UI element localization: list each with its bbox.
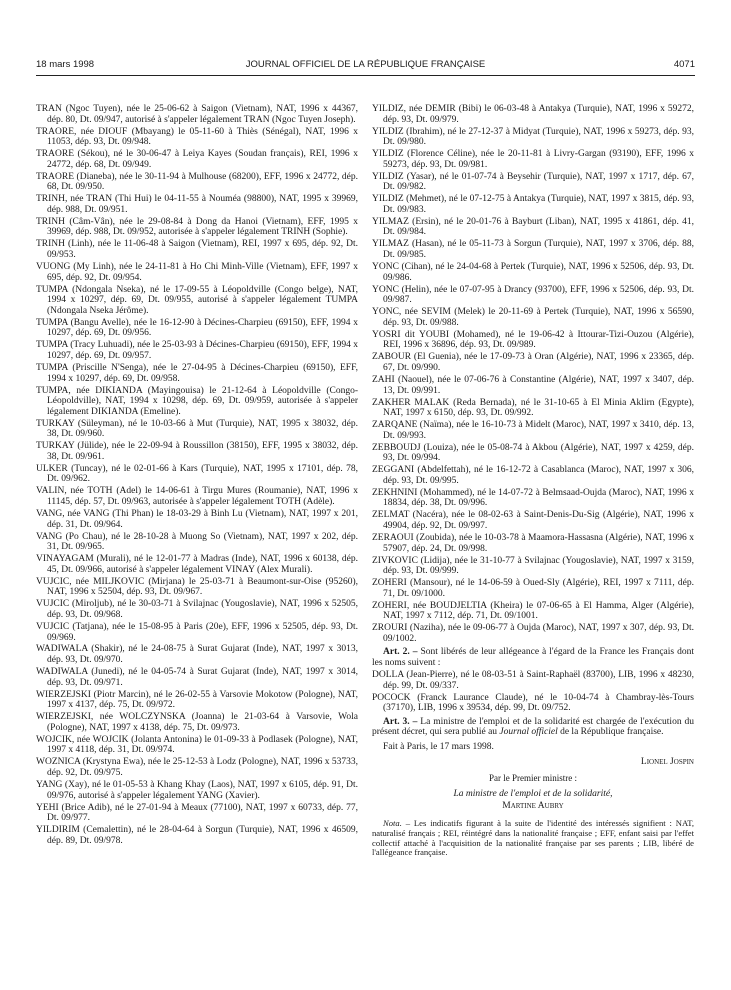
decree-entry: TUMPA (Tracy Luhuadi), née le 25-03-93 à Décines-Charpieu (69150), EFF, 1994 x 10297, dép. 69, Dt. 09/957.	[36, 340, 359, 361]
decree-entry: TRAORE (Dianeba), née le 30-11-94 à Mulhouse (68200), EFF, 1996 x 24772, dép. 68, Dt. 09/950.	[36, 171, 358, 193]
right-column	[372, 104, 694, 859]
decree-entry: YONC (Helin), née le 07-07-95 à Drancy (93700), EFF, 1996 x 52506, dép. 93, Dt. 09/987.	[372, 284, 694, 306]
article-3-label: Art. 3. –	[383, 716, 418, 727]
decree-entry: ZEKHNINI (Mohammed), né le 14-07-72 à Belmsaad-Oujda (Maroc), NAT, 1996 x 18834, dép. 38, Dt. 09/996.	[372, 487, 694, 509]
decree-entry: TRINH (Linh), née le 11-06-48 à Saigon (Vietnam), REI, 1997 x 695, dép. 92, Dt. 09/953.	[36, 239, 358, 261]
decree-entry: TRAORE (Sékou), né le 30-06-47 à Leiya Kayes (Soudan français), REI, 1996 x 24772, dép. 68, Dt. 09/949.	[36, 149, 358, 170]
article-3-journal: Journal officiel	[499, 727, 558, 738]
article-2-label: Art. 2. –	[383, 647, 418, 658]
decree-entry: ZIVKOVIC (Lidija), née le 31-10-77 à Svilajnac (Yougoslavie), NAT, 1997 x 3159, dép. 93, Dt. 09/999.	[372, 555, 694, 577]
decree-entry: YONC (Cihan), né le 24-04-68 à Pertek (Turquie), NAT, 1996 x 52506, dép. 93, Dt. 09/986.	[372, 262, 694, 283]
decree-entry: ZOHERI (Mansour), né le 14-06-59 à Oued-Sly (Algérie), REI, 1997 x 7111, dép. 71, Dt. 09/1000.	[372, 578, 694, 599]
minister-title: La ministre de l'emploi et de la solidarité,	[453, 788, 613, 799]
decree-entry: WOZNICA (Krystyna Ewa), née le 25-12-53 à Lodz (Pologne), NAT, 1996 x 53733, dép. 92, Dt. 09/975.	[36, 757, 358, 778]
decree-entry: TRINH, née TRAN (Thi Hui) le 04-11-55 à Nouméa (98800), NAT, 1995 x 39969, dép. 988, Dt. 09/951.	[36, 194, 358, 215]
decree-entry: WOJCIK, née WOJCIK (Jolanta Antonina) le 01-09-33 à Podlasek (Pologne), NAT, 1997 x 4118, dép. 31, Dt. 09/974.	[36, 734, 358, 756]
decree-entry: ZABOUR (El Guenia), née le 17-09-73 à Oran (Algérie), NAT, 1996 x 23365, dép. 67, Dt. 09/990.	[372, 352, 694, 373]
decree-entry: WIERZEJSKI, née WOLCZYNSKA (Joanna) le 21-03-64 à Varsovie, Wola (Pologne), NAT, 1997 x 4138, dép. 75, Dt. 09/973.	[36, 712, 358, 733]
decree-entry: TUMPA, née DIKIANDA (Mayingouisa) le 21-12-64 à Léopoldville (Congo-Léopoldville), NAT, 1994 x 10298, dép. 69, Dt. 09/959, autorisée à s'appeler légalement DIKIANDA (Emeline).	[36, 385, 358, 417]
left-column	[36, 104, 358, 848]
decree-entry: VANG (Po Chau), né le 28-10-28 à Muong So (Vietnam), NAT, 1997 x 202, dép. 31, Dt. 09/965.	[36, 531, 358, 553]
decree-entry: YILDIZ (Florence Céline), née le 20-11-81 à Livry-Gargan (93190), EFF, 1996 x 59273, dép. 93, Dt. 09/981.	[372, 149, 694, 170]
decree-entry: YEHI (Brice Adib), né le 27-01-94 à Meaux (77100), NAT, 1997 x 60733, dép. 77, Dt. 09/977.	[36, 802, 358, 824]
par-le-premier-ministre: Par le Premier ministre :	[489, 773, 577, 784]
header-page-number: 4071	[673, 59, 695, 70]
article-3-text-after: de la République française.	[557, 727, 664, 738]
decree-entry: YILDIRIM (Cemalettin), né le 28-04-64 à Sorgun (Turquie), NAT, 1996 x 46509, dép. 89, Dt. 09/978.	[36, 825, 358, 846]
nota-paragraph	[372, 819, 694, 857]
decree-entry: WADIWALA (Junedi), né le 04-05-74 à Surat Gujarat (Inde), NAT, 1997 x 3014, dép. 93, Dt. 09/971.	[36, 667, 358, 688]
header-journal-title: JOURNAL OFFICIEL DE LA RÉPUBLIQUE FRANÇAISE	[245, 59, 486, 70]
decree-entry: TUMPA (Priscille N'Senga), née le 27-04-95 à Décines-Charpieu (69150), EFF, 1994 x 10297, dép. 69, Dt. 09/958.	[36, 362, 358, 384]
decree-entry: VANG, née VANG (Thi Phan) le 18-03-29 à Binh Lu (Vietnam), NAT, 1997 x 201, dép. 31, Dt. 09/964.	[36, 509, 358, 530]
decree-entry: ZAHI (Naouel), née le 07-06-76 à Constantine (Algérie), NAT, 1997 x 3407, dép. 13, Dt. 09/991.	[372, 374, 694, 396]
decree-entry: WADIWALA (Shakir), né le 24-08-75 à Surat Gujarat (Inde), NAT, 1997 x 3013, dép. 93, Dt. 09/970.	[36, 644, 358, 666]
decree-entry: YILMAZ (Ersin), né le 20-01-76 à Bayburt (Liban), NAT, 1995 x 41861, dép. 41, Dt. 09/984.	[372, 216, 694, 238]
decree-entry: TURKAY (Süleyman), né le 10-03-66 à Mut (Turquie), NAT, 1995 x 38032, dép. 38, Dt. 09/960.	[36, 418, 358, 440]
closing-date-line: Fait à Paris, le 17 mars 1998.	[383, 742, 494, 753]
decree-entry: YONC, née SEVIM (Melek) le 20-11-69 à Pertek (Turquie), NAT, 1996 x 56590, dép. 93, Dt. 09/988.	[372, 307, 694, 328]
decree-entry: WIERZEJSKI (Piotr Marcin), né le 26-02-55 à Varsovie Mokotow (Pologne), NAT, 1997 x 4137, dép. 75, Dt. 09/972.	[36, 689, 358, 711]
decree-entry: ZEGGANI (Abdelfettah), né le 16-12-72 à Casablanca (Maroc), NAT, 1997 x 306, dép. 93, Dt. 09/995.	[372, 465, 694, 486]
decree-entry: YILDIZ, née DEMIR (Bibi) le 06-03-48 à Antakya (Turquie), NAT, 1996 x 59272, dép. 93, Dt. 09/979.	[372, 104, 694, 125]
decree-entry: ZROURI (Naziha), née le 09-06-77 à Oujda (Maroc), NAT, 1997 x 307, dép. 93, Dt. 09/1002.	[372, 623, 694, 644]
article-2-text: Sont libérés de leur allégeance à l'égard de la France les Français dont les noms suivent :	[372, 647, 694, 669]
decree-entry: YILDIZ (Yasar), né le 01-07-74 à Beysehir (Turquie), NAT, 1997 x 1717, dép. 67, Dt. 09/982.	[372, 171, 694, 193]
decree-entry: TURKAY (Jülide), née le 22-09-94 à Roussillon (38150), EFF, 1995 x 38032, dép. 38, Dt. 09/961.	[36, 441, 358, 462]
header-date: 18 mars 1998	[36, 59, 95, 70]
decree-entry: ZELMAT (Nacéra), née le 08-02-63 à Saint-Denis-Du-Sig (Algérie), NAT, 1996 x 49904, dép. 92, Dt. 09/997.	[372, 510, 694, 531]
decree-entry: YOSRI dit YOUBI (Mohamed), né le 19-06-42 à Ittourar-Tizi-Ouzou (Algérie), REI, 1996 x 36896, dép. 93, Dt. 09/989.	[372, 329, 694, 351]
decree-entry: VUJCIC, née MILJKOVIC (Mirjana) le 25-03-71 à Beaumont-sur-Oise (95260), NAT, 1996 x 52504, dép. 93, Dt. 09/967.	[36, 576, 358, 598]
decree-entry: TRINH (Câm-Vân), née le 29-08-84 à Dong da Hanoi (Vietnam), EFF, 1995 x 39969, dép. 988, Dt. 09/952, autorisée à s'appeler légalement TRINH (Sophie).	[36, 216, 358, 238]
decree-entry: YILDIZ (Mehmet), né le 07-12-75 à Antakya (Turquie), NAT, 1997 x 3815, dép. 93, Dt. 09/983.	[372, 194, 694, 215]
article-3-text-before: La ministre de l'emploi et de la solidarité est chargée de l'exécution du présent décret, qui sera publié au	[372, 716, 694, 738]
article-2	[372, 647, 694, 668]
minister-name: Martine Aubry	[502, 800, 564, 811]
decree-entry: ULKER (Tuncay), né le 02-01-66 à Kars (Turquie), NAT, 1995 x 17101, dép. 78, Dt. 09/962.	[36, 463, 358, 485]
nota-label: Nota.	[383, 818, 402, 829]
decree-entry: ZERAOUI (Zoubida), née le 10-03-78 à Maamora-Hassasna (Algérie), NAT, 1996 x 57907, dép. 24, Dt. 09/998.	[372, 532, 694, 554]
decree-entry: POCOCK (Franck Laurance Claude), né le 10-04-74 à Chambray-lès-Tours (37170), LIB, 1996 x 39534, dép. 99, Dt. 09/752.	[372, 692, 694, 714]
decree-entry: DOLLA (Jean-Pierre), né le 08-03-51 à Saint-Raphaël (83700), LIB, 1996 x 48230, dép. 99, Dt. 09/337.	[372, 670, 694, 691]
decree-entry: YILDIZ (Ibrahim), né le 27-12-37 à Midyat (Turquie), NAT, 1996 x 59273, dép. 93, Dt. 09/980.	[372, 126, 694, 148]
signatory-name: Lionel Jospin	[640, 756, 694, 767]
decree-entry: VINAYAGAM (Murali), né le 12-01-77 à Madras (Inde), NAT, 1996 x 60138, dép. 45, Dt. 09/966, autorisé à s'appeler légalement VINAY (Alex Murali).	[36, 554, 358, 575]
decree-entry: VUJCIC (Miroljub), né le 30-03-71 à Svilajnac (Yougoslavie), NAT, 1996 x 52505, dép. 93, Dt. 09/968.	[36, 599, 358, 620]
right-entry-list	[372, 104, 694, 644]
decree-entry: ZEBBOUDJ (Louiza), née le 05-08-74 à Akbou (Algérie), NAT, 1997 x 4259, dép. 93, Dt. 09/994.	[372, 442, 694, 464]
decree-entry: YANG (Xay), né le 01-05-53 à Khang Khay (Laos), NAT, 1997 x 6105, dép. 91, Dt. 09/976, autorisé à s'appeler légalement YANG (Xavier).	[36, 779, 358, 801]
article-3	[372, 717, 694, 738]
decree-entry: VUJCIC (Tatjana), née le 15-08-95 à Paris (20e), EFF, 1996 x 52505, dép. 93, Dt. 09/969.	[36, 621, 358, 643]
decree-entry: ZOHERI, née BOUDJELTIA (Kheira) le 07-06-65 à El Hamma, Alger (Algérie), NAT, 1997 x 7112, dép. 71, Dt. 09/1001.	[372, 600, 694, 622]
decree-entry: ZARQANE (Naïma), née le 16-10-73 à Midelt (Maroc), NAT, 1997 x 3410, dép. 13, Dt. 09/993.	[372, 420, 694, 441]
decree-entry: VUONG (My Linh), née le 24-11-81 à Ho Chi Minh-Ville (Vietnam), EFF, 1997 x 695, dép. 92, Dt. 09/954.	[36, 262, 358, 283]
page-header	[36, 59, 695, 73]
decree-entry: TUMPA (Bangu Avelle), née le 16-12-90 à Décines-Charpieu (69150), EFF, 1994 x 10297, dép. 69, Dt. 09/956.	[36, 317, 358, 339]
header-rule	[36, 75, 695, 76]
decree-entry: TRAN (Ngoc Tuyen), née le 25-06-62 à Saigon (Vietnam), NAT, 1996 x 44367, dép. 80, Dt. 09/947, autorisé à s'appeler légalement TRAN (Ngoc Tuyen Joseph).	[36, 104, 358, 125]
decree-entry: TRAORE, née DIOUF (Mbayang) le 05-11-60 à Thiès (Sénégal), NAT, 1996 x 11053, dép. 93, Dt. 09/948.	[36, 126, 358, 148]
nota-text: – Les indicatifs figurant à la suite de l'identité des intéressés signifient : NAT, naturalisé français ; REI, réintégré dans la nationalité française ; EFF, enfant saisi par l'effet collectif attaché à l'acquisition de la nationalité française par ses parents ; LIB, libéré de l'allégeance française.	[372, 818, 694, 858]
decree-entry: TUMPA (Ndongala Nseka), né le 17-09-55 à Léopoldville (Congo belge), NAT, 1994 x 10297, dép. 69, Dt. 09/955, autorisé à s'appeler légalement TUMPA (Ndongala Nseka Jérôme).	[36, 284, 358, 316]
decree-entry: YILMAZ (Hasan), né le 05-11-73 à Sorgun (Turquie), NAT, 1997 x 3706, dép. 88, Dt. 09/985.	[372, 239, 694, 261]
decree-entry: VALIN, née TOTH (Adel) le 14-06-61 à Tirgu Mures (Roumanie), NAT, 1996 x 11145, dép. 57, Dt. 09/963, autorisée à s'appeler légalement TOTH (Adèle).	[36, 486, 358, 508]
article-2-entry-list	[372, 670, 694, 714]
decree-entry: ZAKHER MALAK (Reda Bernada), né le 31-10-65 à El Minia Aklirn (Egypte), NAT, 1997 x 6150, dép. 93, Dt. 09/992.	[372, 397, 694, 419]
